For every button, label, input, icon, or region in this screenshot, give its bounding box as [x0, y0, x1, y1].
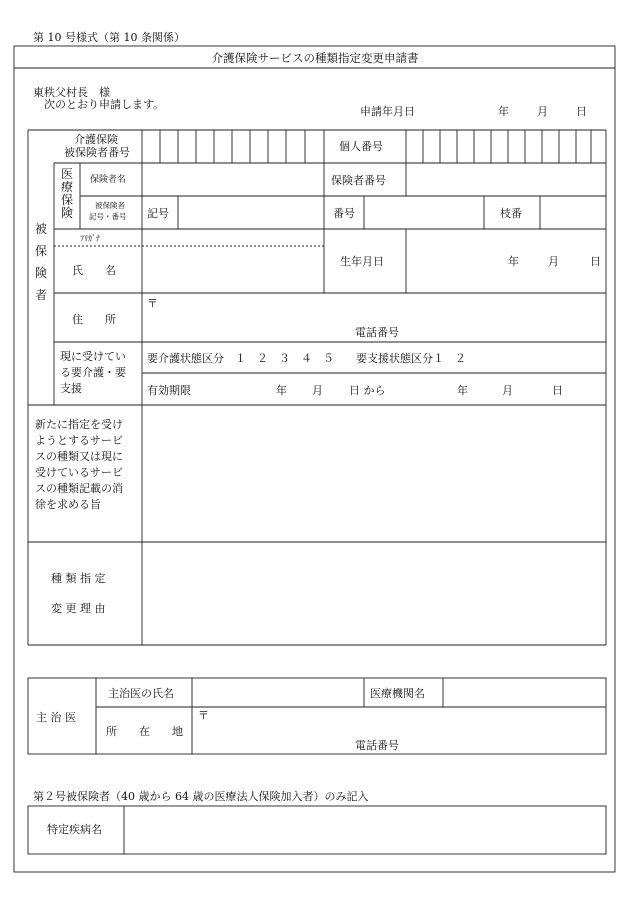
disease-label: 特定疾病名	[47, 823, 102, 836]
validity-from-day[interactable]: 日 から	[349, 384, 386, 397]
address-postal-mark: 〒	[147, 297, 158, 310]
application-year[interactable]: 年	[498, 105, 509, 118]
symbol-input[interactable]	[178, 196, 324, 229]
service-request-label-5: スの種類記載の消	[35, 482, 123, 495]
number-label: 番号	[333, 207, 355, 220]
medical-insurance-label: 医療保険	[60, 167, 73, 220]
name-input[interactable]	[142, 246, 324, 293]
birth-date-label: 生年月日	[340, 255, 384, 268]
birth-day[interactable]: 日	[590, 255, 601, 268]
insured-section-label: 被保険者	[34, 222, 47, 302]
care-level-label-2: る要介護・要	[60, 366, 126, 379]
insurer-number-label: 保険者番号	[331, 174, 386, 187]
validity-to-month[interactable]: 月	[502, 384, 513, 397]
insurer-name-input[interactable]	[142, 163, 324, 196]
doctor-postal-mark: 〒	[198, 709, 209, 722]
insured-symbol-label-2: 記号・番号	[89, 212, 127, 221]
validity-label: 有効期限	[147, 384, 191, 397]
kojin-number-input[interactable]	[406, 130, 606, 163]
kaigo-number-label-2: 被保険者番号	[64, 146, 130, 159]
service-request-label-4: 受けているサービ	[35, 466, 123, 479]
kaigo-number-label-1: 介護保険	[74, 133, 118, 146]
symbol-label: 記号	[147, 207, 169, 220]
birth-month[interactable]: 月	[548, 255, 559, 268]
service-request-label-3: スの種類又は現に	[35, 450, 123, 463]
address-phone-label: 電話番号	[355, 326, 399, 339]
furigana-label: ﾌﾘｶﾞﾅ	[80, 234, 100, 243]
name-label: 氏 名	[72, 264, 116, 277]
application-month[interactable]: 月	[537, 105, 548, 118]
institution-label: 医療機関名	[370, 687, 425, 700]
application-date-label: 申請年月日	[360, 105, 415, 118]
validity-from-month[interactable]: 月	[312, 384, 323, 397]
address-label: 住 所	[72, 313, 116, 326]
doctor-name-input[interactable]	[192, 678, 364, 707]
location-input[interactable]	[192, 707, 606, 737]
service-request-label-1: 新たに指定を受け	[35, 418, 123, 431]
disease-input[interactable]	[124, 806, 606, 854]
addressee: 東秩父村長 様	[33, 86, 110, 99]
service-request-input[interactable]	[142, 405, 606, 542]
service-request-label-2: ようとするサービ	[35, 434, 123, 447]
insurer-number-input[interactable]	[406, 163, 606, 196]
form-number-label: 第 10 号様式（第 10 条関係）	[33, 31, 185, 44]
validity-from-year[interactable]: 年	[276, 384, 287, 397]
validity-to-year[interactable]: 年	[457, 384, 468, 397]
care-level-options[interactable]: 要介護状態区分 １ ２ ３ ４ ５ 要支援状態区分１ ２	[147, 352, 466, 365]
institution-input[interactable]	[443, 678, 606, 707]
birth-year[interactable]: 年	[508, 255, 519, 268]
doctor-phone-label: 電話番号	[355, 739, 399, 752]
care-level-label-3: 支援	[60, 382, 82, 395]
doctor-name-label: 主治医の氏名	[108, 687, 174, 700]
insurer-name-label: 保険者名	[90, 175, 127, 185]
reason-label-2: 変 更 理 由	[51, 602, 106, 615]
application-day[interactable]: 日	[576, 105, 587, 118]
furigana-input[interactable]	[142, 229, 324, 246]
doctor-section-label: 主 治 医	[36, 711, 76, 724]
intro-text: 次のとおり申請します。	[44, 98, 165, 111]
second-insured-note: 第２号被保険者（40 歳から 64 歳の医療法人保険加入者）のみ記入	[33, 790, 369, 803]
branch-input[interactable]	[540, 196, 606, 229]
branch-label: 枝番	[500, 207, 522, 220]
kaigo-number-input[interactable]	[142, 130, 324, 163]
service-request-label-6: 徐を求める旨	[35, 498, 101, 511]
reason-input[interactable]	[142, 542, 606, 645]
validity-to-day[interactable]: 日	[552, 384, 563, 397]
location-label: 所 在 地	[106, 725, 183, 738]
kojin-number-label: 個人番号	[339, 140, 383, 153]
number-input[interactable]	[364, 196, 484, 229]
insured-symbol-label-1: 被保険者	[95, 201, 125, 210]
form-title: 介護保険サービスの種類指定変更申請書	[211, 51, 419, 65]
care-level-label-1: 現に受けてい	[60, 350, 126, 363]
address-input[interactable]	[142, 293, 606, 323]
reason-label-1: 種 類 指 定	[51, 572, 106, 585]
